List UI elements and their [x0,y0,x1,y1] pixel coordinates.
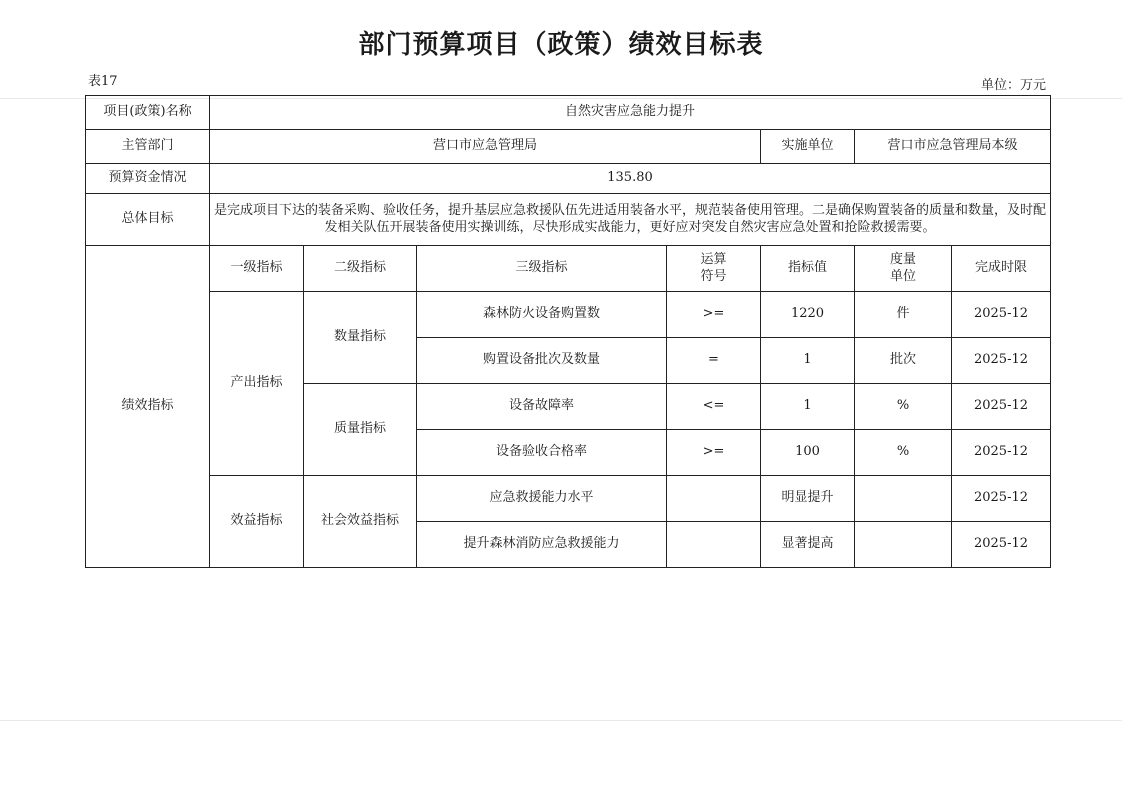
level3-cell: 购置设备批次及数量 [417,338,667,384]
table-number: 表17 [88,74,118,89]
unit-cell: % [855,384,952,430]
target-cell: 1220 [761,292,855,338]
level3-cell: 提升森林消防应急救援能力 [417,522,667,568]
overall-goal-text: 是完成项目下达的装备采购、验收任务，提升基层应急救援队伍先进适用装备水平，规范装备使用管理。二是确保购置装备的质量和数量，及时配发相关队伍开展装备使用实操训练，尽快形成实战能力，更好应对突发自然灾害应急处置和抢险救援需要。 [210,194,1051,246]
project-name-label: 项目(政策)名称 [86,96,210,130]
level3-cell: 应急救援能力水平 [417,476,667,522]
header-level2: 二级指标 [304,246,417,292]
deadline-cell: 2025-12 [952,522,1051,568]
deadline-cell: 2025-12 [952,430,1051,476]
budget-label: 预算资金情况 [86,164,210,194]
level3-cell: 森林防火设备购置数 [417,292,667,338]
level3-cell: 设备故障率 [417,384,667,430]
level1-output: 产出指标 [210,292,304,476]
header-unit: 度量 单位 [855,246,952,292]
performance-goal-table [85,95,1051,568]
operator-cell: <= [667,384,761,430]
project-name-value: 自然灾害应急能力提升 [210,96,1051,130]
operator-cell: >= [667,430,761,476]
budget-value: 135.80 [210,164,1051,194]
page-title: 部门预算项目（政策）绩效目标表 [358,30,764,60]
deadline-cell: 2025-12 [952,338,1051,384]
target-cell: 明显提升 [761,476,855,522]
operator-cell: >= [667,292,761,338]
header-target: 指标值 [761,246,855,292]
level2-social-benefit: 社会效益指标 [304,476,417,568]
target-cell: 1 [761,338,855,384]
target-cell: 显著提高 [761,522,855,568]
project-name-row [86,96,1051,130]
indicator-row [86,476,1051,522]
department-label: 主管部门 [86,130,210,164]
target-cell: 1 [761,384,855,430]
indicator-row [86,292,1051,338]
implementer-value: 营口市应急管理局本级 [855,130,1051,164]
deadline-cell: 2025-12 [952,476,1051,522]
performance-label: 绩效指标 [86,246,210,568]
deadline-cell: 2025-12 [952,384,1051,430]
unit-cell [855,522,952,568]
unit-cell [855,476,952,522]
indicator-header-row [86,246,1051,292]
overall-goal-row [86,194,1051,246]
header-level1: 一级指标 [210,246,304,292]
overall-goal-label: 总体目标 [86,194,210,246]
header-deadline: 完成时限 [952,246,1051,292]
level3-cell: 设备验收合格率 [417,430,667,476]
header-level3: 三级指标 [417,246,667,292]
operator-cell: = [667,338,761,384]
budget-row [86,164,1051,194]
implementer-label: 实施单位 [761,130,855,164]
operator-cell [667,476,761,522]
unit-label: 单位：万元 [980,78,1046,93]
department-value: 营口市应急管理局 [210,130,761,164]
operator-cell [667,522,761,568]
department-row [86,130,1051,164]
deadline-cell: 2025-12 [952,292,1051,338]
unit-cell: 批次 [855,338,952,384]
level2-quantity: 数量指标 [304,292,417,384]
level1-benefit: 效益指标 [210,476,304,568]
header-operator: 运算 符号 [667,246,761,292]
unit-cell: 件 [855,292,952,338]
level2-quality: 质量指标 [304,384,417,476]
target-cell: 100 [761,430,855,476]
unit-cell: % [855,430,952,476]
